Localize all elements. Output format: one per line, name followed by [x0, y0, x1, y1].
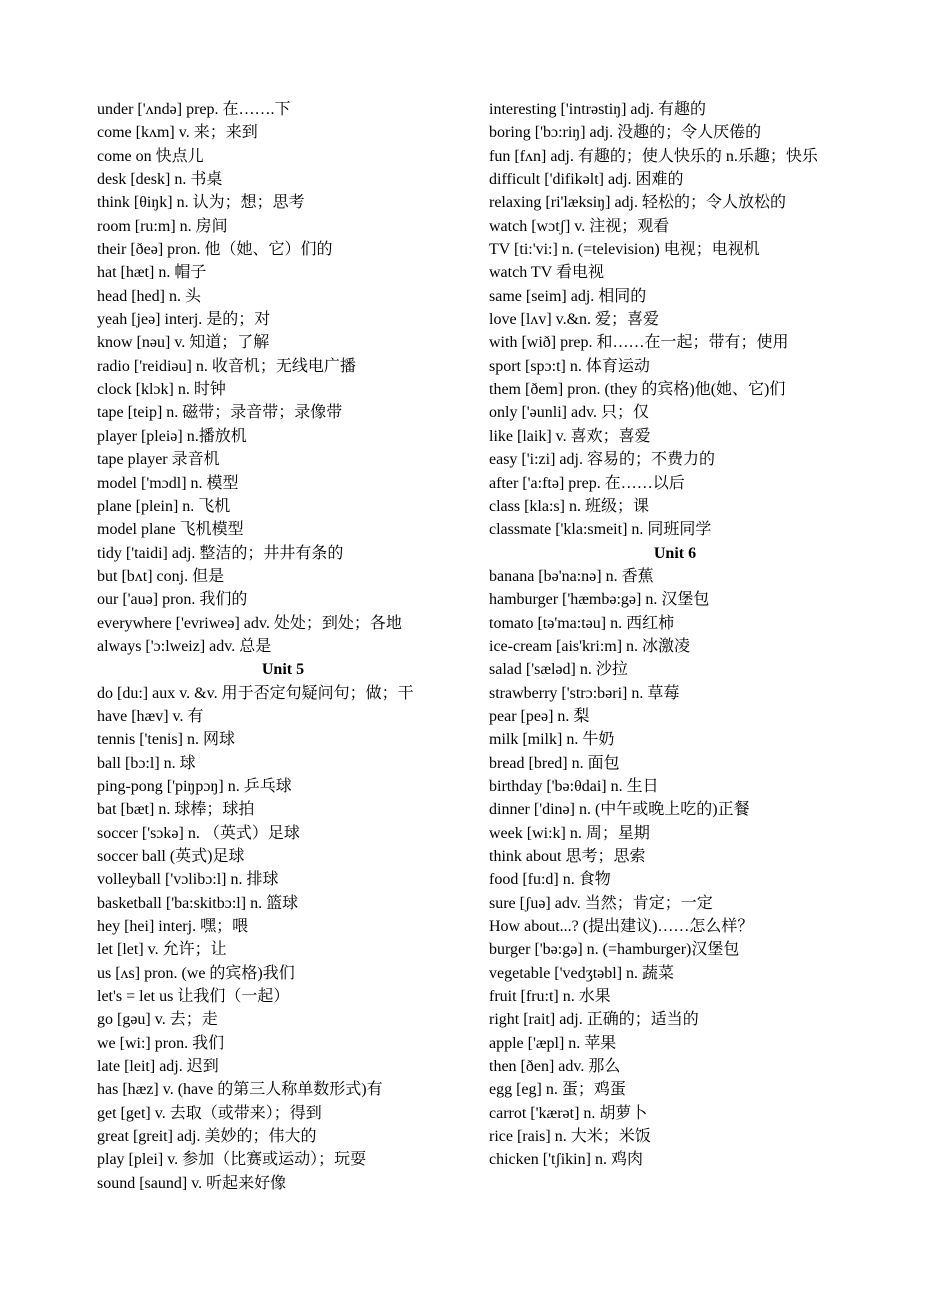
- vocab-entry: watch [wɔtʃ] v. 注视；观看: [489, 217, 670, 235]
- vocab-entry: sound [saund] v. 听起来好像: [97, 1174, 287, 1192]
- vocab-entry: head [hed] n. 头: [97, 287, 201, 305]
- vocab-entry: hat [hæt] n. 帽子: [97, 264, 207, 282]
- vocab-entry: banana [bə'na:nə] n. 香蕉: [489, 567, 654, 585]
- vocab-entry: apple ['æpl] n. 苹果: [489, 1034, 617, 1052]
- vocab-entry: class [kla:s] n. 班级；课: [489, 497, 649, 515]
- vocab-entry: vegetable ['vedʒtəbl] n. 蔬菜: [489, 964, 675, 982]
- vocab-entry: How about...? (提出建议)……怎么样？: [489, 918, 754, 936]
- vocab-entry: do [du:] aux v. &v. 用于否定句疑问句；做；干: [97, 684, 414, 702]
- vocab-entry: get [get] v. 去取（或带来）；得到: [97, 1104, 322, 1122]
- vocab-entry: basketball ['ba:skitbɔ:l] n. 篮球: [97, 894, 299, 912]
- vocab-entry: sport [spɔ:t] n. 体育运动: [489, 357, 650, 375]
- vocab-entry: right [rait] adj. 正确的；适当的: [489, 1011, 699, 1029]
- vocab-entry: hamburger ['hæmbə:gə] n. 汉堡包: [489, 591, 710, 609]
- vocab-entry: room [ru:m] n. 房间: [97, 217, 228, 235]
- vocab-entry: rice [rais] n. 大米；米饭: [489, 1128, 651, 1146]
- vocab-entry: their [ðeə] pron. 他（她、它）们的: [97, 241, 333, 259]
- vocab-entry: come [kʌm] v. 来；来到: [97, 124, 258, 142]
- vocab-entry: radio ['reidiəu] n. 收音机；无线电广播: [97, 357, 356, 375]
- vocab-entry: clock [klɔk] n. 时钟: [97, 381, 226, 399]
- vocab-entry: watch TV 看电视: [489, 264, 604, 282]
- vocab-entry: like [laik] v. 喜欢；喜爱: [489, 427, 651, 445]
- vocab-entry: know [nəu] v. 知道；了解: [97, 334, 270, 352]
- vocab-entry: same [seim] adj. 相同的: [489, 287, 647, 305]
- vocab-entry: let [let] v. 允许；让: [97, 941, 227, 959]
- vocab-entry: tennis ['tenis] n. 网球: [97, 731, 235, 749]
- vocab-entry: but [bʌt] conj. 但是: [97, 567, 225, 585]
- vocab-entry: boring ['bɔ:riŋ] adj. 没趣的；令人厌倦的: [489, 124, 762, 142]
- vocab-entry: love [lʌv] v.&n. 爱；喜爱: [489, 311, 660, 329]
- vocab-entry: plane [plein] n. 飞机: [97, 497, 231, 515]
- vocab-entry: relaxing [ri'læksiŋ] adj. 轻松的；令人放松的: [489, 194, 786, 212]
- vocab-entry: hey [hei] interj. 嘿；喂: [97, 918, 249, 936]
- vocab-entry: tape [teip] n. 磁带；录音带；录像带: [97, 404, 343, 422]
- vocab-entry: week [wi:k] n. 周；星期: [489, 824, 650, 842]
- vocab-entry: come on 快点儿: [97, 147, 204, 165]
- vocab-entry: interesting ['intrəstiŋ] adj. 有趣的: [489, 101, 706, 118]
- vocab-entry: desk [desk] n. 书桌: [97, 171, 223, 189]
- vocab-entry: burger ['bə:gə] n. (=hamburger)汉堡包: [489, 941, 740, 959]
- vocab-entry: under ['ʌndə] prep. 在…….下: [97, 101, 291, 118]
- vocab-entry: our ['auə] pron. 我们的: [97, 591, 248, 609]
- vocab-entry: always ['ɔ:lweiz] adv. 总是: [97, 637, 272, 655]
- vocab-entry: great [greit] adj. 美妙的；伟大的: [97, 1128, 317, 1146]
- vocab-entry: only ['əunli] adv. 只；仅: [489, 404, 650, 422]
- vocab-entry: ball [bɔ:l] n. 球: [97, 754, 196, 772]
- vocab-entry: model ['mɔdl] n. 模型: [97, 474, 239, 492]
- vocab-entry: strawberry ['strɔ:bəri] n. 草莓: [489, 684, 680, 702]
- vocab-entry: tidy ['taidi] adj. 整洁的；井井有条的: [97, 544, 344, 562]
- vocab-entry: model plane 飞机模型: [97, 521, 244, 539]
- vocab-entry: have [hæv] v. 有: [97, 707, 204, 725]
- vocab-entry: after ['a:ftə] prep. 在……以后: [489, 474, 685, 492]
- vocab-entry: bread [bred] n. 面包: [489, 754, 620, 772]
- vocab-entry: then [ðen] adv. 那么: [489, 1058, 621, 1076]
- left-column: [97, 98, 469, 1195]
- vocab-entry: yeah [jeə] interj. 是的；对: [97, 311, 271, 329]
- vocab-entry: player [pleiə] n.播放机: [97, 427, 247, 445]
- vocab-entry: egg [eg] n. 蛋；鸡蛋: [489, 1081, 626, 1099]
- vocab-entry: has [hæz] v. (have 的第三人称单数形式)有: [97, 1081, 383, 1099]
- vocab-entry: think [θiŋk] n. 认为；想；思考: [97, 194, 305, 212]
- vocab-entry: birthday ['bə:θdai] n. 生日: [489, 777, 659, 795]
- vocab-entry: fruit [fru:t] n. 水果: [489, 988, 611, 1006]
- vocab-entry: bat [bæt] n. 球棒；球拍: [97, 801, 255, 819]
- vocab-entry: easy ['i:zi] adj. 容易的；不费力的: [489, 451, 715, 469]
- vocab-entry: tape player 录音机: [97, 451, 220, 469]
- vocab-entry: TV [ti:'vi:] n. (=television) 电视；电视机: [489, 241, 760, 259]
- vocab-entry: sure [ʃuə] adv. 当然；肯定；一定: [489, 894, 713, 912]
- vocab-entry: difficult ['difikəlt] adj. 困难的: [489, 171, 684, 189]
- vocab-entry: fun [fʌn] adj. 有趣的；使人快乐的 n.乐趣；快乐: [489, 147, 818, 165]
- vocab-entry: classmate ['kla:smeit] n. 同班同学: [489, 521, 712, 539]
- vocab-entry: late [leit] adj. 迟到: [97, 1058, 219, 1076]
- vocab-entry: play [plei] v. 参加（比赛或运动）；玩耍: [97, 1151, 367, 1169]
- vocab-entry: volleyball ['vɔlibɔ:l] n. 排球: [97, 871, 279, 889]
- vocab-entry: tomato [tə'ma:təu] n. 西红柿: [489, 614, 675, 632]
- vocab-entry: salad ['sæləd] n. 沙拉: [489, 661, 628, 679]
- vocab-entry: food [fu:d] n. 食物: [489, 871, 611, 889]
- vocab-entry: everywhere ['evriweə] adv. 处处；到处；各地: [97, 614, 402, 632]
- vocab-entry: let's = let us 让我们（一起）: [97, 988, 290, 1006]
- unit-heading: Unit 6: [653, 544, 697, 562]
- vocab-entry: us [ʌs] pron. (we 的宾格)我们: [97, 964, 295, 982]
- vocab-entry: with [wið] prep. 和……在一起；带有；使用: [489, 334, 789, 352]
- unit-heading: Unit 5: [261, 661, 305, 679]
- vocab-entry: dinner ['dinə] n. (中午或晚上吃的)正餐: [489, 801, 750, 819]
- vocab-entry: milk [milk] n. 牛奶: [489, 731, 615, 749]
- vocab-entry: pear [peə] n. 梨: [489, 707, 590, 725]
- vocab-entry: them [ðem] pron. (they 的宾格)他(她、它)们: [489, 381, 786, 399]
- vocab-entry: chicken ['tʃikin] n. 鸡肉: [489, 1151, 643, 1169]
- vocab-entry: think about 思考；思索: [489, 848, 646, 865]
- vocab-entry: soccer ['sɔkə] n. （英式）足球: [97, 824, 300, 842]
- vocab-entry: ping-pong ['piŋpɔŋ] n. 乒乓球: [97, 777, 292, 795]
- vocab-entry: ice-cream [ais'kri:m] n. 冰激凌: [489, 637, 691, 655]
- vocab-entry: go [gəu] v. 去；走: [97, 1011, 218, 1029]
- vocab-entry: soccer ball (英式)足球: [97, 848, 245, 865]
- right-column: [489, 98, 861, 1172]
- vocab-entry: carrot ['kærət] n. 胡萝卜: [489, 1104, 648, 1122]
- vocab-entry: we [wi:] pron. 我们: [97, 1034, 225, 1052]
